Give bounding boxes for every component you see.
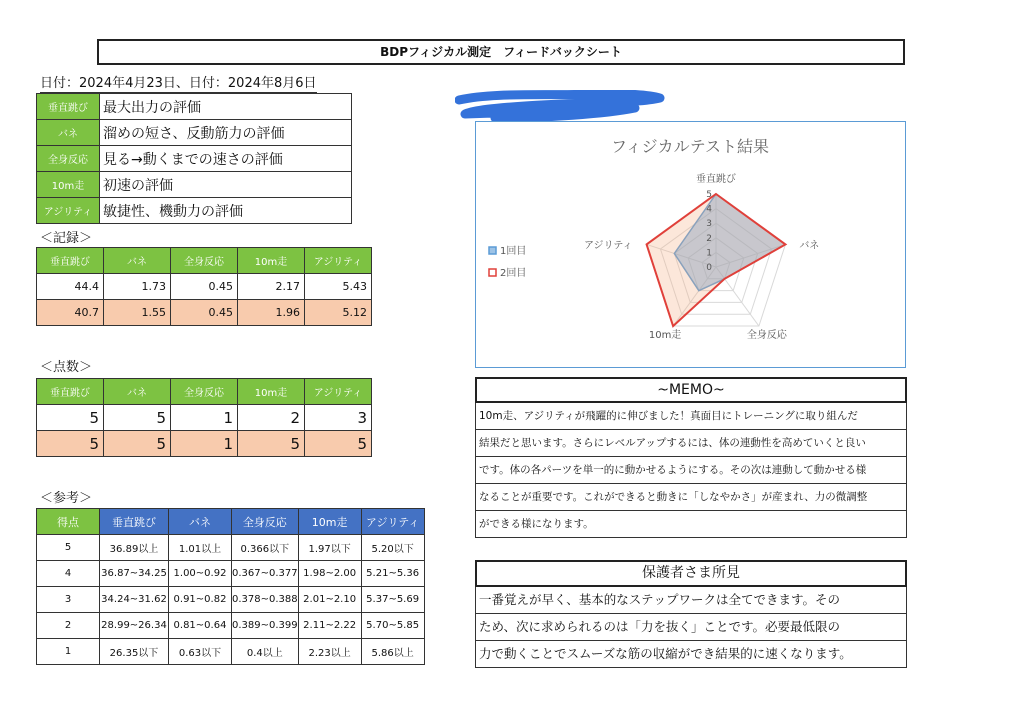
col-header: 全身反応 <box>171 379 238 405</box>
metric-name: 垂直跳び <box>37 94 100 120</box>
col-header: バネ <box>169 509 232 535</box>
tick-label: 0 <box>706 263 712 273</box>
table-header-row <box>37 379 372 405</box>
cell: 5.86以上 <box>361 639 424 665</box>
tick-label: 3 <box>706 219 712 230</box>
cell: 36.89以上 <box>100 535 169 561</box>
cell: 2 <box>238 405 305 431</box>
col-header: アジリティ <box>305 248 372 274</box>
cell: 1 <box>37 639 100 665</box>
table-row <box>37 94 352 120</box>
table-row <box>37 300 372 326</box>
parent-comment-line: ため、次に求められるのは「力を抜く」ことです。必要最低限の <box>476 614 906 641</box>
cell: 1.73 <box>104 274 171 300</box>
memo-line: なることが重要です。これができると動きに「しなやかさ」が産まれ、力の微調整 <box>476 484 906 511</box>
category-label: バネ <box>799 240 820 252</box>
chart-title: フィジカルテスト結果 <box>610 137 770 156</box>
cell: 0.367~0.377 <box>232 561 299 587</box>
metric-desc: 初速の評価 <box>100 172 352 198</box>
category-label: 垂直跳び <box>696 174 736 185</box>
col-header: バネ <box>104 248 171 274</box>
cell: 0.45 <box>171 274 238 300</box>
col-header: 全身反応 <box>232 509 299 535</box>
radar-chart-frame <box>475 121 906 368</box>
date-line: 日付：2024年4月23日、日付：2024年8月6日 <box>40 72 317 93</box>
metric-desc: 見る→動くまでの速さの評価 <box>100 146 352 172</box>
memo-line: です。体の各パーツを単一的に動かせるようにする。その次は連動して動かせる様 <box>476 457 906 484</box>
records-table <box>36 247 372 326</box>
parent-comments-body <box>475 587 907 668</box>
metric-desc: 敏捷性、機動力の評価 <box>100 198 352 224</box>
cell: 1.00~0.92 <box>169 561 232 587</box>
cell: 4 <box>37 561 100 587</box>
category-label: アジリティ <box>583 240 633 252</box>
cell: 0.91~0.82 <box>169 587 232 613</box>
cell: 1.98~2.00 <box>298 561 361 587</box>
cell: 1 <box>171 431 238 457</box>
cell: 0.45 <box>171 300 238 326</box>
table-row <box>37 172 352 198</box>
series-2-area <box>647 194 786 326</box>
cell: 5 <box>238 431 305 457</box>
col-header: バネ <box>104 379 171 405</box>
table-header-row <box>37 509 425 535</box>
metric-name: アジリティ <box>37 198 100 224</box>
cell: 36.87~34.25 <box>100 561 169 587</box>
cell: 1.97以下 <box>298 535 361 561</box>
col-header: 垂直跳び <box>100 509 169 535</box>
metric-desc: 溜めの短さ、反動筋力の評価 <box>100 120 352 146</box>
col-header: 10m走 <box>298 509 361 535</box>
cell: 1 <box>171 405 238 431</box>
cell: 0.4以上 <box>232 639 299 665</box>
cell: 5 <box>37 405 104 431</box>
tick-label: 2 <box>706 233 712 244</box>
col-header: 10m走 <box>238 248 305 274</box>
metric-desc: 最大出力の評価 <box>100 94 352 120</box>
cell: 1.96 <box>238 300 305 326</box>
tick-label: 4 <box>706 204 712 215</box>
table-row <box>37 587 425 613</box>
metric-name: バネ <box>37 120 100 146</box>
category-label: 全身反応 <box>746 330 787 342</box>
points-table <box>36 378 372 457</box>
cell: 0.81~0.64 <box>169 613 232 639</box>
reference-table <box>36 508 425 665</box>
metric-name: 10m走 <box>37 172 100 198</box>
table-row <box>37 639 425 665</box>
cell: 2.23以上 <box>298 639 361 665</box>
points-label: ＜点数＞ <box>40 360 93 375</box>
reference-label: ＜参考＞ <box>40 491 93 506</box>
cell: 2 <box>37 613 100 639</box>
col-header: 垂直跳び <box>37 379 104 405</box>
cell: 1.55 <box>104 300 171 326</box>
table-row <box>37 431 372 457</box>
records-label: ＜記録＞ <box>40 231 93 246</box>
cell: 0.366以下 <box>232 535 299 561</box>
table-row <box>37 274 372 300</box>
cell: 3 <box>37 587 100 613</box>
parent-comments-title: 保護者さま所見 <box>475 560 907 587</box>
cell: 2.17 <box>238 274 305 300</box>
cell: 0.389~0.399 <box>232 613 299 639</box>
tick-label: 5 <box>706 190 712 200</box>
cell: 44.4 <box>37 274 104 300</box>
metric-name: 全身反応 <box>37 146 100 172</box>
category-label: 10m走 <box>648 330 682 342</box>
col-header: 垂直跳び <box>37 248 104 274</box>
memo-line: 10m走、アジリティが飛躍的に伸びました！真面目にトレーニングに取り組んだ <box>476 403 906 430</box>
table-row <box>37 561 425 587</box>
cell: 0.63以下 <box>169 639 232 665</box>
cell: 5 <box>104 431 171 457</box>
metric-description-table <box>36 93 352 224</box>
cell: 5 <box>37 431 104 457</box>
cell: 5.21~5.36 <box>361 561 424 587</box>
memo-line: ができる様になります。 <box>479 518 594 530</box>
parent-comment-line: 一番覚えが早く、基本的なステップワークは全てできます。その <box>476 587 906 614</box>
legend-label: 1回目 <box>500 246 527 257</box>
memo-line: 結果だと思います。さらにレベルアップするには、体の連動性を高めていくと良い <box>476 430 906 457</box>
parent-comment-line: 力で動くことでスムーズな筋の収縮ができ結果的に速くなります。 <box>479 646 852 661</box>
cell: 5.12 <box>305 300 372 326</box>
table-row <box>37 535 425 561</box>
cell: 26.35以下 <box>100 639 169 665</box>
cell: 34.24~31.62 <box>100 587 169 613</box>
legend-swatch <box>489 247 496 254</box>
cell: 28.99~26.34 <box>100 613 169 639</box>
cell: 5 <box>104 405 171 431</box>
cell: 5.20以下 <box>361 535 424 561</box>
cell: 2.11~2.22 <box>298 613 361 639</box>
tick-label: 1 <box>706 248 712 259</box>
col-header: アジリティ <box>305 379 372 405</box>
table-row <box>37 613 425 639</box>
cell: 3 <box>305 405 372 431</box>
col-header: アジリティ <box>361 509 424 535</box>
radar-chart <box>476 122 904 366</box>
memo-title: ~MEMO~ <box>475 377 907 403</box>
cell: 2.01~2.10 <box>298 587 361 613</box>
page-title: BDPフィジカル測定 フィードバックシート <box>97 39 905 65</box>
table-row <box>37 405 372 431</box>
table-row <box>37 198 352 224</box>
table-row <box>37 146 352 172</box>
table-header-row <box>37 248 372 274</box>
legend-label: 2回目 <box>500 268 527 279</box>
cell: 5.70~5.85 <box>361 613 424 639</box>
cell: 0.378~0.388 <box>232 587 299 613</box>
table-row <box>37 120 352 146</box>
col-header: 10m走 <box>238 379 305 405</box>
col-header: 得点 <box>37 509 100 535</box>
cell: 5 <box>305 431 372 457</box>
cell: 1.01以上 <box>169 535 232 561</box>
memo-body <box>475 403 907 538</box>
cell: 5.43 <box>305 274 372 300</box>
cell: 5.37~5.69 <box>361 587 424 613</box>
col-header: 全身反応 <box>171 248 238 274</box>
cell: 40.7 <box>37 300 104 326</box>
redaction-scribble <box>455 90 665 122</box>
legend-swatch <box>489 269 496 276</box>
cell: 5 <box>37 535 100 561</box>
